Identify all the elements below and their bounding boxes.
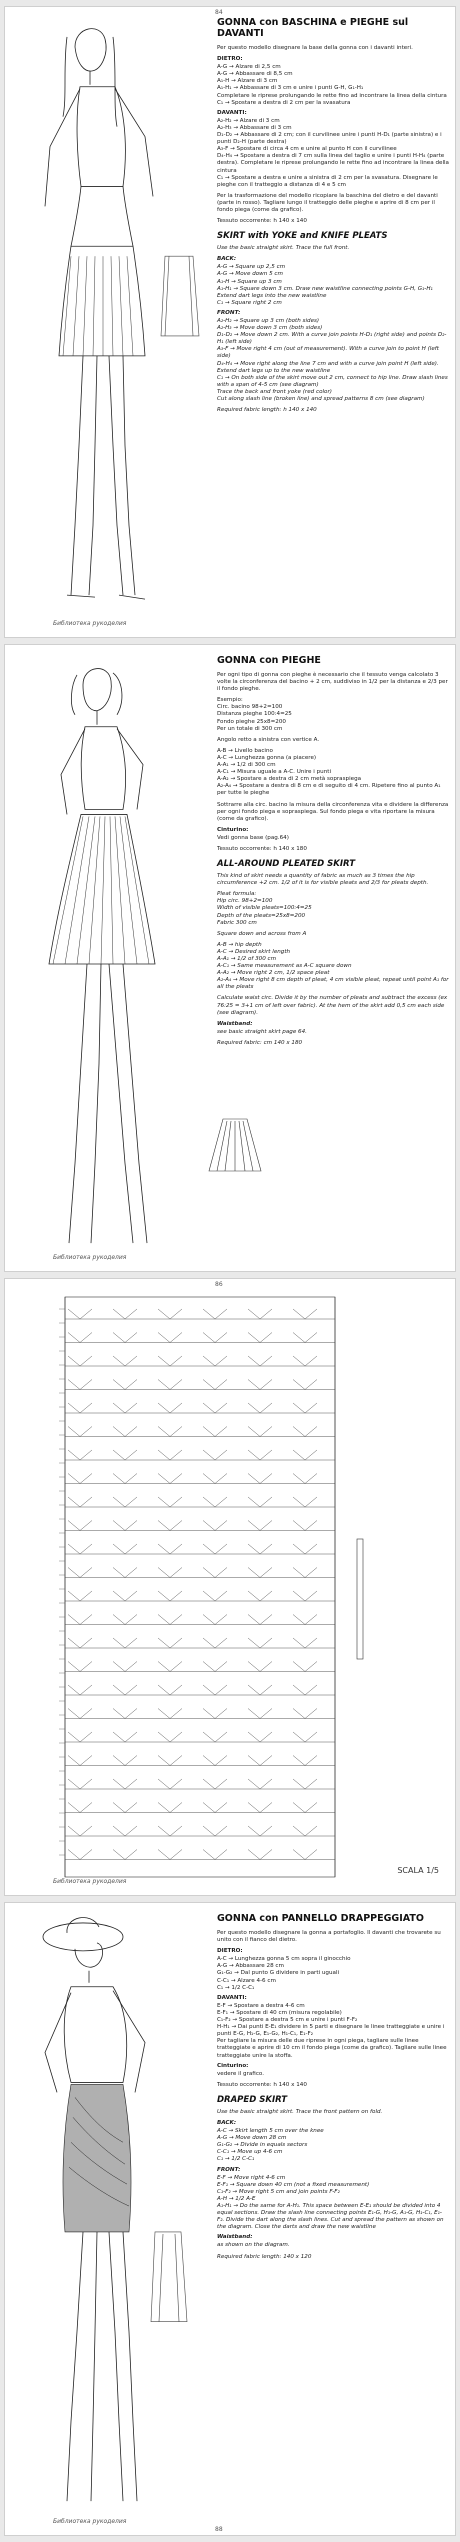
instruction-line: C₁-F₂ → Spostare a destra 5 cm e unire i punti F-F₂ [217, 2017, 358, 2024]
pleat-chevron [293, 1826, 317, 1836]
pleat-chevron [293, 1709, 317, 1719]
pleat-chevron [113, 1309, 137, 1319]
text-column [217, 17, 449, 418]
pleat-chevron [68, 1779, 92, 1789]
pleat-chevron [158, 1662, 182, 1672]
instruction-line: A₂-H₃ → Abbassare di 3 cm [217, 124, 292, 131]
instruction-line: C₁-F₂ → Move right 5 cm and join points F-F₂ [217, 2188, 340, 2195]
dietro-label: DIETRO: [217, 1948, 243, 1955]
pleat-chevron [293, 1732, 317, 1742]
page-number: 84 [215, 9, 223, 16]
pleat-chevron [248, 1803, 272, 1813]
instruction-line: A₁-H → Alzare di 3 cm [217, 78, 278, 85]
pleat-chevron [158, 1732, 182, 1742]
page-yoke-skirt [4, 6, 456, 638]
footer-watermark: Библиотека рукоделия [53, 2518, 127, 2525]
calc-line: Per un totale di 300 cm [217, 725, 283, 732]
pleat-chevron [248, 1756, 272, 1766]
cintura-text: Vedi gonna base (pag.64) [217, 834, 289, 841]
fashion-illustration-draped-skirt [5, 1903, 210, 2535]
pleat-chevron [293, 1356, 317, 1366]
instruction-line: G₁-G₂ → Dal punto G dividere in parti uguali [217, 1970, 340, 1977]
page-title: GONNA con PANNELLO DRAPPEGGIATO [217, 1913, 424, 1924]
instruction-line: A₃-F → Spostare di circa 4 cm e unire al punto H con il curvilinee [217, 146, 397, 153]
pleat-chevron [293, 1497, 317, 1507]
pleat-chevron [113, 1333, 137, 1343]
english-intro: Use the basic straight skirt. Trace the full front. [217, 245, 350, 252]
formula-line: Fabric 300 cm [217, 919, 257, 926]
instruction-line: A-C → Lunghezza gonna (a piacere) [217, 754, 317, 761]
pleat-chevron [113, 1756, 137, 1766]
pleat-chevron [158, 1380, 182, 1390]
instruction-line: E-F → Move right 4-6 cm [217, 2174, 286, 2181]
instruction-line: A₁-H → Square up 3 cm [217, 278, 282, 285]
pleat-chevron [248, 1779, 272, 1789]
page-title: GONNA con BASCHINA e PIEGHE sul DAVANTI [217, 17, 409, 39]
instruction-line: E-F₁ → Spostare di 40 cm (misura regolabile) [217, 2009, 342, 2016]
calc-line: Fondo pieghe 25x8=200 [217, 718, 286, 725]
instruction-line: A-G → Square up 2,5 cm [217, 264, 286, 271]
instruction-line: A-B → Livello bacino [217, 747, 273, 754]
page-pleat-diagram [4, 1278, 456, 1896]
cintura-label: Cinturino: [217, 2062, 249, 2069]
pleat-chevron [113, 1380, 137, 1390]
pleat-chevron [68, 1615, 92, 1625]
instruction-line: C₁ → Spostare a destra di 2 cm per la svasatura [217, 99, 351, 106]
cintura-text: vedere il grafico. [217, 2070, 265, 2077]
pleat-chevron [248, 1638, 272, 1648]
pleat-chevron [113, 1450, 137, 1460]
pleat-chevron [203, 1826, 227, 1836]
pleat-chevron [248, 1568, 272, 1578]
instruction-line: Cut along slash line (broken line) and spread patterns 8 cm (see diagram) [217, 396, 425, 403]
pleat-chevron [203, 1309, 227, 1319]
pleat-chevron [158, 1544, 182, 1554]
instruction-line: A-C₁ → Same measurement as A-C square down [217, 963, 352, 970]
pleat-chevron [293, 1568, 317, 1578]
pleat-chevron [203, 1850, 227, 1860]
instruction-line: A-B → hip depth [217, 941, 262, 948]
pleat-chevron [248, 1309, 272, 1319]
pleat-chevron [248, 1403, 272, 1413]
pleat-chevron [113, 1638, 137, 1648]
pleat-chevron [158, 1709, 182, 1719]
pleat-chevron [203, 1756, 227, 1766]
pleat-chevron [113, 1427, 137, 1437]
english-title: ALL-AROUND PLEATED SKIRT [217, 859, 355, 870]
pleat-chevron [158, 1568, 182, 1578]
pleat-chevron [248, 1333, 272, 1343]
angle-note: Angolo retto a sinistra con vertice A. [217, 736, 320, 743]
pleat-chevron [68, 1497, 92, 1507]
formula-line: Depth of the pleats=25x8=200 [217, 912, 306, 919]
pleat-chevron [113, 1850, 137, 1860]
pleat-chevron [293, 1662, 317, 1672]
instruction-line: C₁ → Square right 2 cm [217, 299, 282, 306]
cintura-label: Cinturino: [217, 826, 249, 833]
pleat-chevron [203, 1427, 227, 1437]
pleat-chevron [293, 1779, 317, 1789]
pleat-chevron [113, 1521, 137, 1531]
formula-line: Width of visible pleats=100:4=25 [217, 905, 312, 912]
pleat-chevron [158, 1427, 182, 1437]
instruction-line: A₂-H₂ → Square up 3 cm (both sides) [217, 318, 320, 324]
pleat-chevron [293, 1850, 317, 1860]
pleat-chevron [113, 1685, 137, 1695]
pleat-chevron [203, 1474, 227, 1484]
pleat-chevron [158, 1756, 182, 1766]
instruction-line: A-C → Lunghezza gonna 5 cm sopra il ginocchio [217, 1956, 351, 1963]
pleat-chevron [68, 1521, 92, 1531]
davanti-label: DAVANTI: [217, 1994, 247, 2001]
english-title: DRAPED SKIRT [217, 2094, 288, 2105]
page-number: 86 [215, 1281, 223, 1288]
instruction-line: A-A₁ → 1/2 di 300 cm [217, 762, 276, 769]
pleat-chevron [293, 1450, 317, 1460]
pleat-chevron [248, 1356, 272, 1366]
pleat-chevron [68, 1333, 92, 1343]
instruction-line: A-A₂ → Move right 2 cm, 1/2 space pleat [217, 970, 330, 977]
fabric-required: Required fabric: cm 140 x 180 [217, 1039, 303, 1046]
instruction-line: A₃-F → Move right 4 cm (out of measurement). With a curve join to point H (left side) [217, 346, 439, 360]
instruction-line: C₁ → Spostare a destra e unire a sinistra di 2 cm per la svasatura. Disegnare le pieghe con il tratteggio a distanza di 4 e 5 cm [217, 174, 438, 188]
pleat-chevron [203, 1638, 227, 1648]
fabric-required: Required fabric length: 140 x 120 [217, 2253, 312, 2260]
pleat-chevron [68, 1309, 92, 1319]
instruction-line: A-A₁ → 1/2 of 300 cm [217, 956, 277, 962]
pleat-chevron [293, 1544, 317, 1554]
instruction-line: Trace the back and front yoke (red color) [217, 388, 332, 395]
pleat-chevron [113, 1826, 137, 1836]
waistband-text: see basic straight skirt page 64. [217, 1028, 307, 1035]
pleat-chevron [113, 1474, 137, 1484]
pleat-chevron [248, 1521, 272, 1531]
pleat-chevron [248, 1615, 272, 1625]
pleat-chevron [158, 1685, 182, 1695]
square-note: Square down and across from A [217, 930, 307, 937]
front-label: FRONT: [217, 2166, 241, 2173]
formula-line: Hip circ. 98+2=100 [217, 898, 273, 905]
pleat-chevron [203, 1544, 227, 1554]
pleat-pattern-diagram [5, 1289, 456, 1889]
pleat-chevron [248, 1685, 272, 1695]
pleat-chevron [293, 1685, 317, 1695]
pleat-chevron [203, 1403, 227, 1413]
pleat-chevron [68, 1474, 92, 1484]
pleat-chevron [158, 1474, 182, 1484]
fabric-note: Tessuto occorrente: h 140 x 140 [217, 218, 307, 225]
instruction-line: D₄-H₄ → Spostare a destra di 7 cm sulla linea del taglio e unire i punti H-H₄ (parte destra). Completare le riprese prolungando le rette fino ad incontrare la linea della cintura [217, 153, 449, 174]
pleat-chevron [293, 1591, 317, 1601]
pleat-chevron [68, 1356, 92, 1366]
pleat-chevron [68, 1380, 92, 1390]
pleat-chevron [113, 1403, 137, 1413]
instruction-line: A₂-A₄ → Move right 8 cm depth of pleat, 4 cm visible pleat, repeat until point A₁ for all the pleats [217, 977, 449, 991]
footer-watermark: Библиотека рукоделия [53, 1254, 127, 1261]
pleat-chevron [158, 1803, 182, 1813]
formula-label: Pleat formula: [217, 891, 257, 898]
pleat-chevron [68, 1803, 92, 1813]
page-draped-skirt [4, 1902, 456, 2536]
instruction-line: A₁-H₁ → Square down 3 cm. Draw new waistline connecting points G-H, G₁-H₁ [217, 285, 433, 292]
intro-text: Per ogni tipo di gonna con pieghe è necessario che il tessuto venga calcolato 3 volte la circonferenza del bacino + 2 cm, suddiviso in 1/2 per la distanza e 2/3 per il fondo pieghe. [217, 672, 448, 693]
pleat-chevron [158, 1356, 182, 1366]
dietro-label: DIETRO: [217, 56, 243, 63]
instruction-line: A-G → Abbassare di 8,5 cm [217, 71, 293, 78]
instruction-line: A-C₁ → Misura uguale a A-C. Unire i punti [217, 769, 332, 776]
pleat-chevron [203, 1615, 227, 1625]
footer-watermark: Библиотека рукоделия [53, 620, 127, 627]
pleat-chevron [293, 1380, 317, 1390]
instruction-line: A-C → Desired skirt length [217, 948, 291, 955]
pleat-chevron [203, 1356, 227, 1366]
pleat-chevron [158, 1450, 182, 1460]
pleat-chevron [68, 1850, 92, 1860]
waistband-text: as shown on the diagram. [217, 2242, 290, 2249]
footer-watermark: Библиотека рукоделия [53, 1878, 127, 1885]
pleat-chevron [203, 1568, 227, 1578]
fabric-required: Required fabric length: h 140 x 140 [217, 407, 317, 414]
pleat-chevron [68, 1403, 92, 1413]
instruction-line: A-G → Alzare di 2,5 cm [217, 64, 281, 71]
paragraph: Per la trasformazione del modello ricopiare la baschina del dietro e del davanti (parte in rosso). Tagliare lungo il tratteggio delle pieghe e aprire di 8 cm per il fondo piega (come da grafico). [217, 192, 438, 213]
pleat-chevron [293, 1474, 317, 1484]
instruction-line: C₁ → On both side of the skirt move out 2 cm, connect to hip line. Draw slash lines with a span of 4-5 cm (see diagram) [217, 374, 448, 388]
pleat-chevron [203, 1333, 227, 1343]
fashion-illustration-pleated-skirt [5, 645, 210, 1271]
instruction-line: H-H₁ → Dai punti E-E₁ dividere in 5 parti e disegnare le linee tratteggiate e unire i punti E-G, H₁-G, E₁-G₂, H₁-C₁, E₁-F₂ [217, 2024, 445, 2038]
pleat-chevron [158, 1309, 182, 1319]
fashion-illustration-yoke-skirt [5, 7, 210, 637]
intro-text: Per questo modello disegnare la gonna a portafoglio. Il davanti che trovarete su unito con il fianco del dietro. [217, 1930, 441, 1944]
pleat-chevron [68, 1591, 92, 1601]
pleat-chevron [248, 1497, 272, 1507]
pleat-chevron [113, 1356, 137, 1366]
instruction-line: A-H → 1/2 A-E [217, 2195, 256, 2202]
pleat-chevron [68, 1732, 92, 1742]
page-pleated-skirt [4, 644, 456, 1272]
pleat-chevron [68, 1685, 92, 1695]
pleat-chevron [203, 1380, 227, 1390]
instruction-line: A-G → Abbassare 28 cm [217, 1963, 284, 1970]
instruction-line: D₁-D₂ → Move down 2 cm. With a curve join points H-D₁ (right side) and points D₂-H₁ (left side) [217, 332, 447, 346]
instruction-line: Completare le riprese prolungando le rette fino ad incontrare la linea della cintura [217, 92, 447, 99]
pleat-chevron [158, 1403, 182, 1413]
instruction-line: A₂-A₄ → Spostare a destra di 8 cm e di seguito di 4 cm. Ripetere fino al punto A₁ per tutte le pieghe [217, 783, 441, 797]
instruction-line: A-G → Move down 28 cm [217, 2135, 287, 2142]
pleat-chevron [113, 1803, 137, 1813]
pleat-chevron [113, 1544, 137, 1554]
waistband-label: Waistband: [217, 1020, 253, 1027]
pleat-chevron [68, 1709, 92, 1719]
pleat-chevron [113, 1497, 137, 1507]
pleated-skirt-flat-sketch [205, 1115, 265, 1175]
fabric-note: Tessuto occorrente: h 140 x 180 [217, 845, 307, 852]
pleat-chevron [203, 1521, 227, 1531]
pleat-chevron [203, 1685, 227, 1695]
english-intro: Use the basic straight skirt. Trace the front pattern on fold. [217, 2108, 383, 2115]
intro-text: Per questo modello disegnare la base della gonna con i davanti interi. [217, 45, 413, 51]
pleat-chevron [68, 1638, 92, 1648]
pleat-chevron [158, 1521, 182, 1531]
instruction-line: A₂-H₃ → Move down 3 cm (both sides) [217, 325, 323, 332]
pleat-chevron [203, 1779, 227, 1789]
calc-line: Circ. bacino 98+2=100 [217, 704, 283, 711]
pleat-chevron [68, 1568, 92, 1578]
pleat-chevron [158, 1591, 182, 1601]
pleat-chevron [248, 1474, 272, 1484]
instruction-line: Per tagliare la misura delle due riprese in ogni piega, tagliare sulle linee tratteggiate e aprire di 10 cm il fondo piega (come da grafico). Tagliare sulle linee tratteggiate unire la stoffa. [217, 2038, 447, 2059]
instruction-line: D₁-D₂ → Abbassare di 2 cm; con il curvilinee unire i punti H-D₁ (parte sinistra) e i punti D₂-H (parte destra) [217, 132, 442, 146]
instruction-line: G₁-G₂ → Divide in equals sectors [217, 2142, 308, 2149]
pleat-chevron [113, 1591, 137, 1601]
pleat-chevron [203, 1709, 227, 1719]
instruction-line: E-F → Spostare a destra 4-6 cm [217, 2002, 305, 2009]
pleat-chevron [113, 1615, 137, 1625]
back-label: BACK: [217, 2119, 237, 2126]
fabric-note: Tessuto occorrente: h 140 x 140 [217, 2081, 307, 2088]
pleat-chevron [68, 1427, 92, 1437]
pleat-chevron [203, 1803, 227, 1813]
pleat-chevron [203, 1732, 227, 1742]
instruction-line: C-C₁ → Alzare 4-6 cm [217, 1977, 276, 1984]
pleat-chevron [293, 1615, 317, 1625]
pleat-chevron [68, 1544, 92, 1554]
page-number: 88 [215, 2526, 223, 2533]
front-label: FRONT: [217, 309, 241, 316]
instruction-line: A₁-H₁ → Abbassare di 3 cm e unire i punti G-H, G₁-H₁ [217, 85, 364, 92]
english-intro: This kind of skirt needs a quantity of fabric as much as 3 times the hip circumference +2 cm. 1/2 of it is for visible pleats and 2/3 for pleats depth. [217, 873, 429, 887]
waistband-label: Waistband: [217, 2234, 253, 2241]
pleat-chevron [248, 1380, 272, 1390]
page-title: GONNA con PIEGHE [217, 655, 321, 666]
calc-line: Distanza pieghe 100:4=25 [217, 711, 292, 718]
paragraph: Calculate waist circ. Divide it by the number of pleats and subtract the excess (ex 76:25 = 3+1 cm of left over fabric). At the hem of the skirt add 0,5 cm each side (see diagram). [217, 995, 448, 1016]
pleat-chevron [248, 1450, 272, 1460]
pleat-chevron [113, 1732, 137, 1742]
text-column [217, 655, 449, 1051]
pleat-chevron [158, 1638, 182, 1648]
paragraph: Sottrarre alla circ. bacino la misura della circonferenza vita e dividere la differenza per ogni fondo piega e sopraspiega. Sul fondo piega e vita riportare la misura (come da grafico). [217, 801, 449, 822]
pleat-chevron [248, 1662, 272, 1672]
pleat-chevron [248, 1850, 272, 1860]
pleat-chevron [248, 1591, 272, 1601]
pleat-chevron [113, 1662, 137, 1672]
pleat-chevron [158, 1497, 182, 1507]
pleat-chevron [113, 1568, 137, 1578]
instruction-line: A₁-H₁ → Do the same for A-H₁. This space between E-E₁ should be divided into 4 equal sections. Draw the slash line connecting points E₁-G, H₁-G, A₁-G, H₁-C₁, E₁-F₂. Divide the dart along the slash lines. Cut and spread the pattern as shown on the diagram. Close the darts and draw the new waistline [217, 2203, 444, 2231]
pleat-chevron [203, 1662, 227, 1672]
pleat-chevron [293, 1427, 317, 1437]
back-label: BACK: [217, 256, 237, 263]
pleat-chevron [293, 1638, 317, 1648]
english-title: SKIRT with YOKE and KNIFE PLEATS [217, 231, 388, 242]
instruction-line: A-A₂ → Spostare a destra di 2 cm metà sopraspiega [217, 776, 362, 783]
davanti-label: DAVANTI: [217, 109, 247, 116]
pleat-chevron [203, 1497, 227, 1507]
pleat-chevron [158, 1850, 182, 1860]
pleat-chevron [293, 1403, 317, 1413]
instruction-line: E-F₁ → Square down 40 cm (not a fixed measurement) [217, 2181, 370, 2188]
example-label: Esempio: [217, 697, 243, 704]
pleat-chevron [158, 1615, 182, 1625]
pleat-chevron [293, 1309, 317, 1319]
pleat-chevron [158, 1779, 182, 1789]
pleat-chevron [158, 1826, 182, 1836]
text-column [217, 1913, 449, 2265]
pleat-chevron [68, 1826, 92, 1836]
scale-label: SCALA 1/5 [397, 1866, 439, 1875]
pleat-chevron [68, 1450, 92, 1460]
pleat-chevron [68, 1756, 92, 1766]
pleat-chevron [158, 1333, 182, 1343]
pleat-chevron [248, 1544, 272, 1554]
pleat-chevron [293, 1756, 317, 1766]
pleat-chevron [203, 1591, 227, 1601]
instruction-line: D₄-H₄ → Move right along the line 7 cm and with a curve join point H (left side). Extend dart legs up to the new waistline [217, 360, 439, 374]
instruction-line: C₁ → 1/2 C-C₁ [217, 2156, 255, 2163]
instruction-line: A₂-H₂ → Alzare di 3 cm [217, 117, 280, 124]
pleat-chevron [293, 1333, 317, 1343]
pleat-chevron [293, 1803, 317, 1813]
pleat-chevron [113, 1709, 137, 1719]
instruction-line: C₁ → 1/2 C-C₁ [217, 1984, 255, 1991]
pleat-chevron [248, 1732, 272, 1742]
instruction-line: Extend dart legs into the new waistline [217, 292, 327, 299]
instruction-line: A-G → Move down 5 cm [217, 271, 283, 278]
pleat-chevron [203, 1450, 227, 1460]
instruction-line: A-C → Skirt length 5 cm over the knee [217, 2128, 324, 2135]
pleat-chevron [293, 1521, 317, 1531]
pleat-chevron [248, 1826, 272, 1836]
instruction-line: C-C₁ → Move up 4-6 cm [217, 2149, 283, 2156]
pleat-chevron [113, 1779, 137, 1789]
pleat-chevron [68, 1662, 92, 1672]
pleat-chevron [248, 1709, 272, 1719]
pleat-chevron [248, 1427, 272, 1437]
